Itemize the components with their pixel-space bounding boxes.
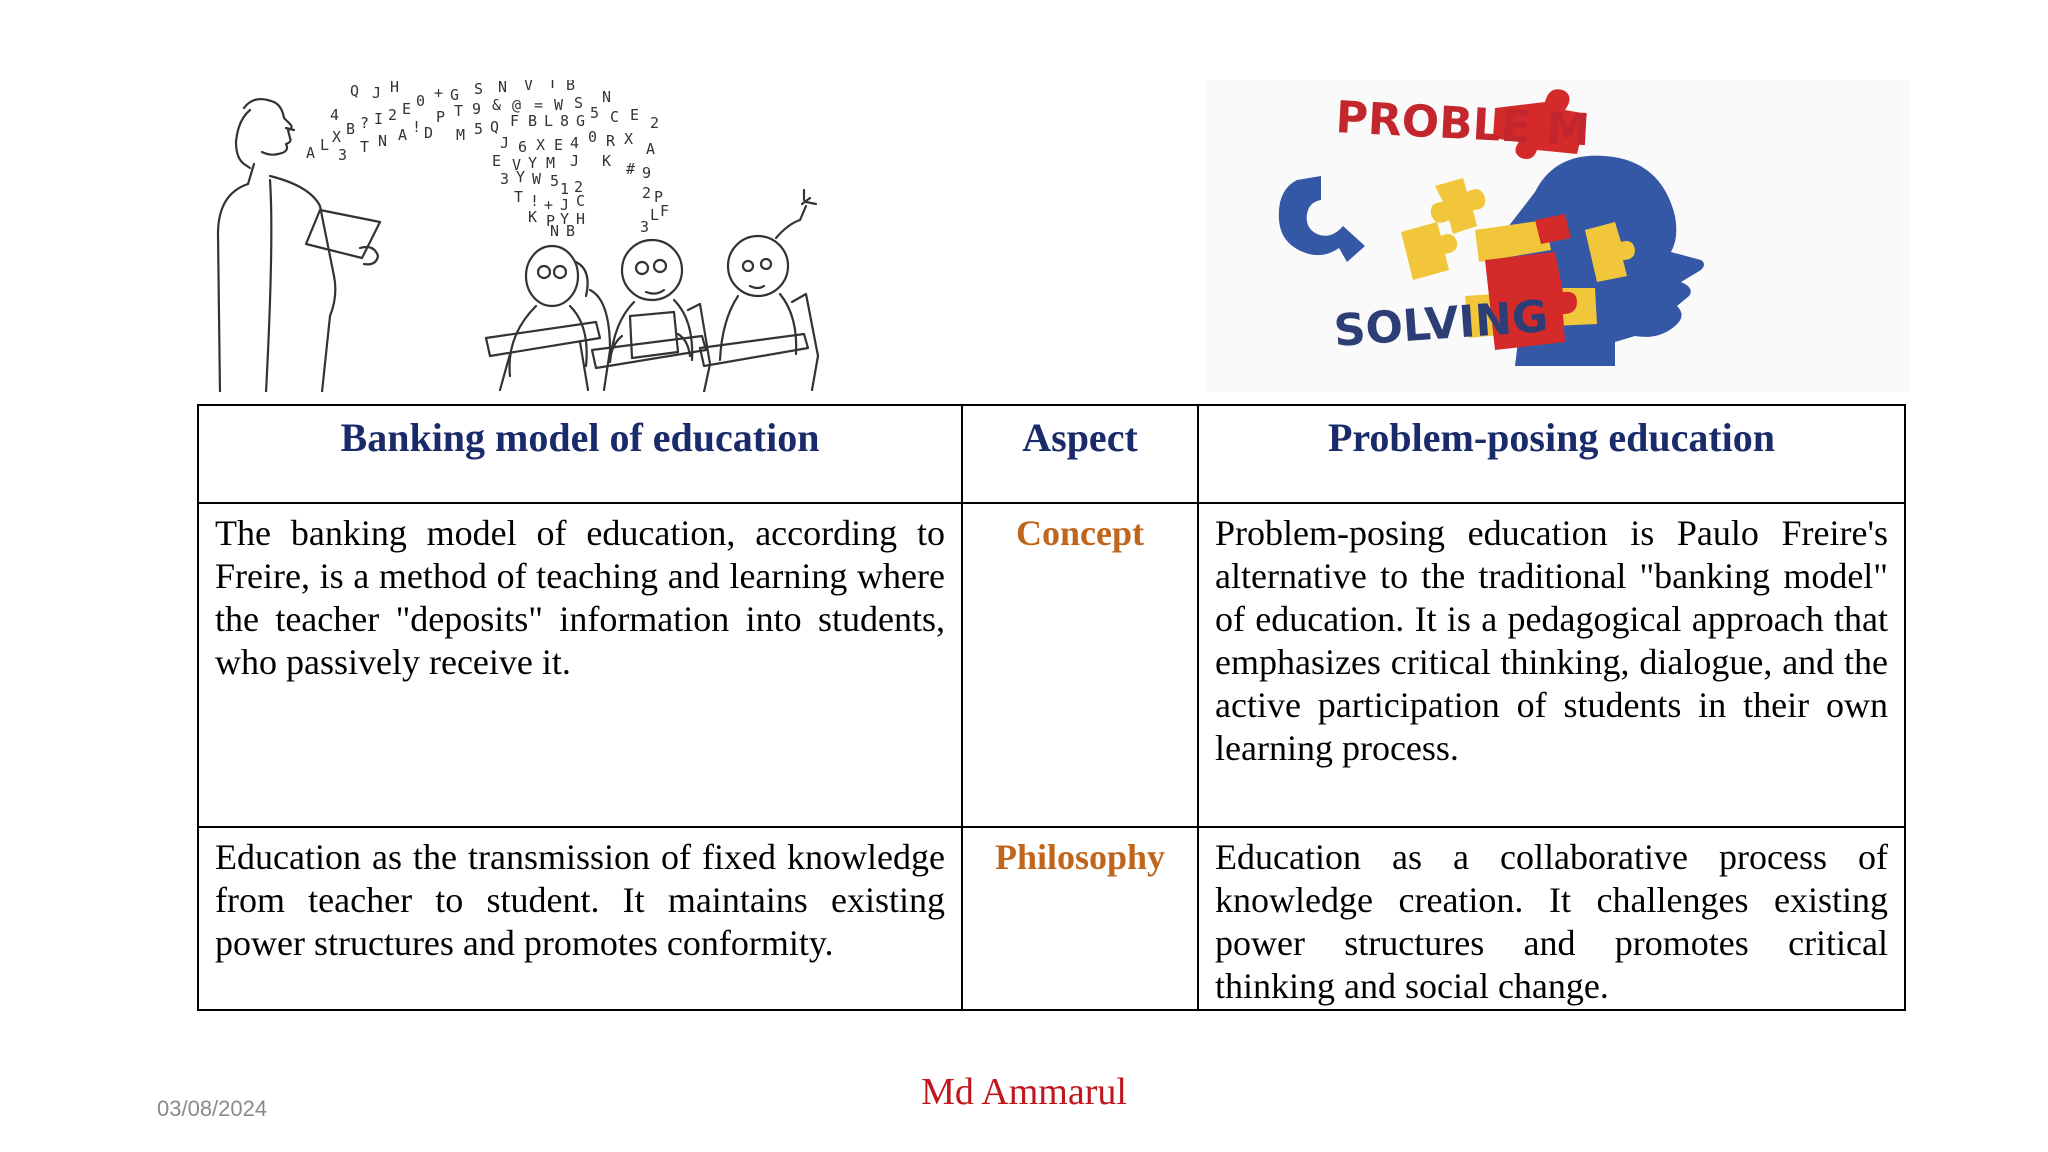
concept-banking-text: The banking model of education, according to Freire, is a method of teaching and learning where the teacher "deposits" information into students, who passively receive it. <box>215 513 945 682</box>
banking-education-illustration <box>210 80 980 392</box>
banking-cartoon-drawing <box>210 80 980 392</box>
slide-date: 03/08/2024 <box>157 1096 268 1121</box>
svg-text:3: 3 <box>338 146 348 164</box>
svg-text:H: H <box>390 80 400 96</box>
svg-text:A: A <box>306 144 316 162</box>
svg-text:5: 5 <box>550 172 560 190</box>
svg-text:T: T <box>454 102 464 120</box>
svg-text:M: M <box>546 154 556 172</box>
header-banking-model-label: Banking model of education <box>340 415 820 460</box>
comparison-table <box>197 404 1906 1011</box>
svg-text:3: 3 <box>640 218 650 236</box>
svg-text:3: 3 <box>500 170 510 188</box>
puzzle-title-bottom: SOLVING <box>1332 291 1550 357</box>
table-row <box>198 827 1905 1010</box>
problem-solving-illustration <box>1205 80 1910 392</box>
svg-text:4: 4 <box>570 134 580 152</box>
svg-text:S: S <box>574 94 584 112</box>
svg-text:8: 8 <box>560 112 570 130</box>
svg-text:P: P <box>546 212 556 230</box>
svg-text:B: B <box>566 222 576 240</box>
svg-text:0: 0 <box>416 92 426 110</box>
svg-text:V: V <box>512 156 522 174</box>
svg-text:@: @ <box>512 96 522 114</box>
svg-text:Q: Q <box>350 82 360 100</box>
svg-text:+: + <box>544 196 554 214</box>
svg-text:K: K <box>602 152 612 170</box>
svg-text:R: R <box>606 132 616 150</box>
svg-text:E: E <box>554 136 564 154</box>
aspect-philosophy-cell <box>962 827 1198 1010</box>
svg-text:N: N <box>550 222 560 240</box>
svg-text:2: 2 <box>642 184 652 202</box>
svg-text:F: F <box>510 112 520 130</box>
svg-text:J: J <box>570 152 580 170</box>
header-problem-posing <box>1198 405 1905 503</box>
svg-text:P: P <box>436 108 446 126</box>
svg-text:Y: Y <box>528 154 538 172</box>
svg-text:P: P <box>654 188 664 206</box>
svg-text:L: L <box>320 136 330 154</box>
svg-text:I: I <box>374 110 384 128</box>
svg-text:J: J <box>372 84 382 102</box>
svg-text:?: ? <box>360 114 370 132</box>
puzzle-head-graphic <box>1205 80 1910 392</box>
svg-text:X: X <box>332 128 342 146</box>
svg-text:D: D <box>424 124 434 142</box>
svg-text:G: G <box>450 86 460 104</box>
svg-text:6: 6 <box>518 138 528 156</box>
svg-text:T: T <box>360 138 370 156</box>
svg-text:H: H <box>576 210 586 228</box>
header-banking-model <box>198 405 962 503</box>
svg-text:K: K <box>528 208 538 226</box>
svg-text:G: G <box>576 112 586 130</box>
puzzle-title-top: PROBLE M <box>1334 92 1592 157</box>
svg-text:N: N <box>602 88 612 106</box>
svg-text:1: 1 <box>560 180 570 198</box>
svg-text:V: V <box>524 80 534 94</box>
svg-text:E: E <box>630 106 640 124</box>
philosophy-banking-cell <box>198 827 962 1010</box>
svg-text:W: W <box>554 96 564 114</box>
aspect-concept-label: Concept <box>1016 513 1144 553</box>
slide-author: Md Ammarul <box>921 1071 1127 1113</box>
svg-text:9: 9 <box>472 100 482 118</box>
svg-text:2: 2 <box>650 114 660 132</box>
philosophy-banking-text: Education as the transmission of fixed knowledge from teacher to student. It maintains existing power structures and promotes conformity. <box>215 837 945 963</box>
philosophy-problem-posing-cell <box>1198 827 1905 1010</box>
svg-text:L: L <box>650 206 660 224</box>
concept-problem-posing-cell <box>1198 503 1905 827</box>
svg-text:A: A <box>398 126 408 144</box>
svg-text:M: M <box>456 126 466 144</box>
svg-text:=: = <box>534 96 544 114</box>
svg-text:&: & <box>492 96 502 114</box>
svg-text:5: 5 <box>590 104 600 122</box>
svg-text:Y: Y <box>516 168 526 186</box>
svg-text:W: W <box>532 170 542 188</box>
table-row <box>198 503 1905 827</box>
svg-text:!: ! <box>530 192 540 210</box>
svg-text:T: T <box>514 188 524 206</box>
header-aspect <box>962 405 1198 503</box>
svg-text:N: N <box>378 132 388 150</box>
svg-text:!: ! <box>412 118 422 136</box>
svg-text:4: 4 <box>330 106 340 124</box>
svg-text:Q: Q <box>490 118 500 136</box>
svg-text:J: J <box>500 134 510 152</box>
svg-text:S: S <box>474 80 484 98</box>
svg-text:J: J <box>560 196 570 214</box>
svg-text:0: 0 <box>588 128 598 146</box>
svg-text:B: B <box>566 80 576 94</box>
svg-text:T: T <box>548 80 558 92</box>
aspect-concept-cell <box>962 503 1198 827</box>
header-aspect-label: Aspect <box>1022 415 1138 460</box>
svg-text:9: 9 <box>642 164 652 182</box>
svg-text:B: B <box>346 120 356 138</box>
header-problem-posing-label: Problem-posing education <box>1327 415 1776 460</box>
svg-text:L: L <box>544 112 554 130</box>
svg-text:Y: Y <box>560 210 570 228</box>
svg-text:+: + <box>434 84 444 102</box>
svg-text:5: 5 <box>474 120 484 138</box>
svg-text:F: F <box>660 202 670 220</box>
table-header-row <box>198 405 1905 503</box>
svg-text:X: X <box>536 136 546 154</box>
svg-text:2: 2 <box>574 178 584 196</box>
svg-text:2: 2 <box>388 106 398 124</box>
svg-text:C: C <box>576 192 586 210</box>
svg-text:E: E <box>492 152 502 170</box>
svg-text:E: E <box>402 100 412 118</box>
svg-text:C: C <box>610 108 620 126</box>
aspect-philosophy-label: Philosophy <box>994 837 1166 877</box>
concept-problem-posing-text: Problem-posing education is Paulo Freire's alternative to the traditional "banking model" of education. It is a pedagogical approach that emphasizes critical thinking, dialogue, and the active participation of students in their own learning process. <box>1215 513 1888 768</box>
svg-text:X: X <box>624 130 634 148</box>
svg-text:#: # <box>626 160 636 178</box>
svg-text:N: N <box>498 80 508 96</box>
svg-text:B: B <box>528 112 538 130</box>
concept-banking-cell <box>198 503 962 827</box>
philosophy-problem-posing-text: Education as a collaborative process of knowledge creation. It challenges existing power structures and promotes critical thinking and social change. <box>1215 837 1888 1006</box>
svg-text:A: A <box>646 140 656 158</box>
